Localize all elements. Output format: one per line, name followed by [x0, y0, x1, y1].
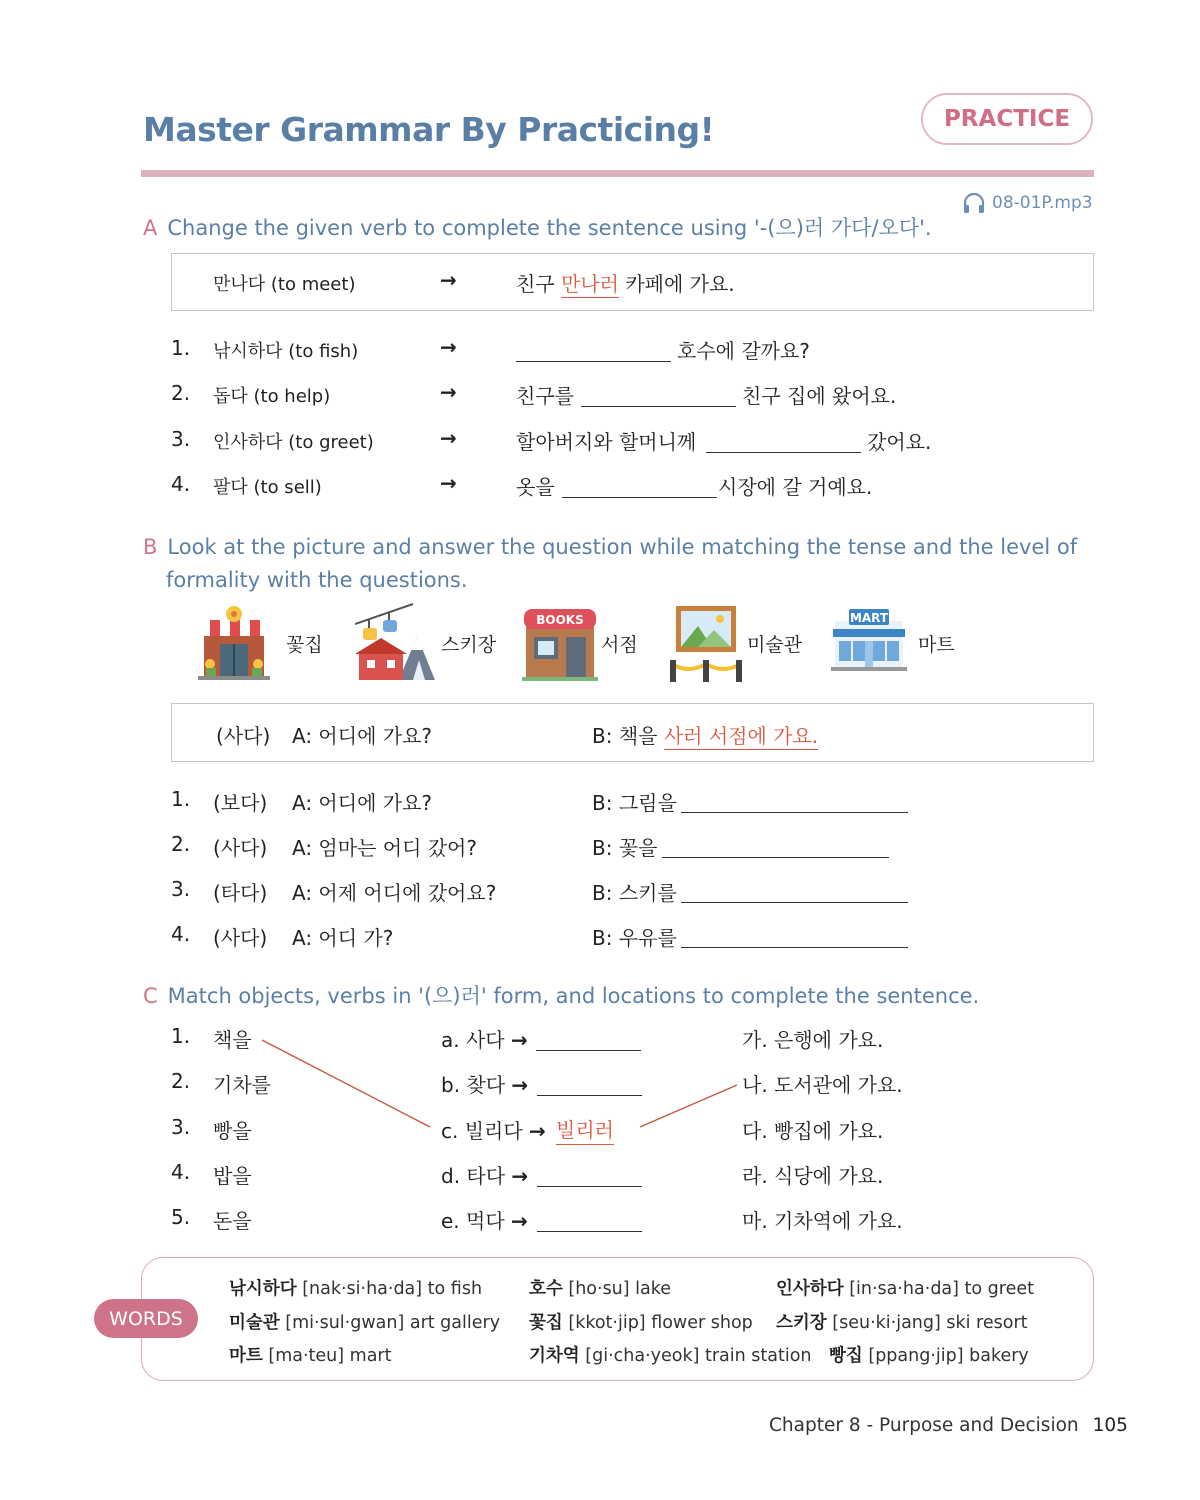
example-verb: (사다) — [216, 724, 271, 748]
section-letter: C — [143, 984, 158, 1008]
item-verb: 인사하다 (to greet) — [213, 432, 374, 453]
arrow-icon: → — [511, 1209, 528, 1233]
place-label: 미술관 — [747, 634, 803, 656]
object-number: 3. — [171, 1115, 191, 1139]
object-text: 기차를 — [213, 1073, 271, 1097]
answer-blank[interactable] — [537, 1095, 642, 1096]
words-badge: WORDS — [94, 1299, 198, 1338]
item-verb: 팔다 (to sell) — [213, 477, 322, 498]
example-question: A: 어디에 가요? — [292, 724, 432, 748]
vocab-entry — [529, 1342, 812, 1367]
location-option: 나. 도서관에 가요. — [742, 1073, 903, 1097]
vocab-korean: 기차역 — [529, 1346, 580, 1366]
object-text: 밥을 — [213, 1164, 252, 1188]
vocab-korean: 꽃집 — [529, 1313, 563, 1333]
item-verb: (사다) — [213, 836, 268, 860]
mart-sign: MART — [849, 611, 889, 625]
item-sentence-after: 친구 집에 왔어요. — [742, 384, 897, 408]
section-letter: B — [143, 535, 158, 559]
vocab-korean: 미술관 — [229, 1313, 280, 1333]
item-answer-prefix: B: 스키를 — [592, 881, 677, 905]
arrow-icon: → — [529, 1119, 546, 1143]
item-sentence-before: 친구를 — [516, 384, 574, 408]
vocab-gloss: [mi·sul·gwan] art gallery — [279, 1313, 501, 1333]
place-label: 꽃집 — [286, 634, 323, 656]
verb-option — [441, 1024, 528, 1053]
vocab-korean: 스키장 — [776, 1313, 827, 1333]
example-answer-prefix: B: 책을 — [592, 724, 664, 748]
arrow-icon: → — [440, 268, 457, 292]
item-sentence-after: 호수에 갈까요? — [677, 339, 810, 363]
item-verb: 낚시하다 (to fish) — [213, 341, 359, 362]
place-label: 서점 — [601, 634, 638, 656]
vocab-gloss: [nak·si·ha·da] to fish — [296, 1279, 483, 1299]
vocab-korean: 낚시하다 — [229, 1279, 297, 1299]
section-c-instruction: Match objects, verbs in '(으)러' form, and locations to complete the sentence. — [167, 984, 980, 1008]
arrow-icon: → — [511, 1164, 529, 1188]
item-question: A: 엄마는 어디 갔어? — [292, 836, 477, 860]
vocab-korean: 빵집 — [829, 1346, 863, 1366]
place-label: 스키장 — [441, 634, 497, 656]
location-option: 가. 은행에 가요. — [742, 1028, 884, 1052]
item-question: A: 어디 가? — [292, 926, 394, 950]
location-option: 마. 기차역에 가요. — [742, 1209, 903, 1233]
verb-label: a. 사다 — [441, 1028, 505, 1052]
example-answer: 만나러 — [561, 272, 619, 296]
item-question: A: 어디에 가요? — [292, 791, 432, 815]
item-number: 4. — [171, 922, 191, 946]
verb-label: e. 먹다 — [441, 1209, 505, 1233]
object-number: 4. — [171, 1160, 191, 1184]
vocab-gloss: [seu·ki·jang] ski resort — [826, 1313, 1028, 1333]
item-number: 2. — [171, 381, 191, 405]
vocab-korean: 마트 — [229, 1346, 263, 1366]
object-number: 5. — [171, 1205, 191, 1229]
vocab-entry — [229, 1342, 391, 1367]
verb-label: d. 타다 — [441, 1164, 506, 1188]
page-number: 105 — [1092, 1415, 1128, 1436]
vocab-entry — [229, 1309, 500, 1334]
item-verb: (타다) — [213, 881, 268, 905]
vocab-gloss: [ppang·jip] bakery — [862, 1346, 1029, 1366]
page-title: Master Grammar By Practicing! — [143, 110, 715, 149]
object-text: 빵을 — [213, 1119, 252, 1143]
verb-label: c. 빌리다 — [441, 1119, 523, 1143]
vocab-entry — [776, 1309, 1028, 1334]
example-after: 카페에 가요. — [618, 272, 735, 296]
item-verb: (사다) — [213, 926, 268, 950]
vocab-korean: 인사하다 — [776, 1279, 844, 1299]
page-footer — [769, 1415, 1128, 1436]
vocab-entry — [229, 1275, 482, 1300]
location-option: 라. 식당에 가요. — [742, 1164, 884, 1188]
bookstore-sign: BOOKS — [536, 613, 584, 627]
vocab-entry — [776, 1275, 1034, 1300]
arrow-icon: → — [440, 335, 457, 359]
item-number: 2. — [171, 832, 191, 856]
arrow-icon: → — [440, 471, 457, 495]
item-number: 3. — [171, 877, 191, 901]
answer-blank[interactable] — [537, 1231, 642, 1232]
audio-filename: 08-01P.mp3 — [992, 193, 1093, 213]
item-answer-prefix: B: 그림을 — [592, 791, 677, 815]
item-sentence-after: 갔어요. — [867, 430, 932, 454]
verb-label: b. 찾다 — [441, 1073, 506, 1097]
example-verb: 만나다 (to meet) — [213, 274, 356, 295]
arrow-icon: → — [511, 1073, 529, 1097]
vocab-gloss: [ma·teu] mart — [262, 1346, 392, 1366]
section-letter: A — [143, 216, 158, 240]
item-sentence-after: 시장에 갈 거예요. — [718, 475, 873, 499]
object-number: 1. — [171, 1024, 191, 1048]
place-label: 마트 — [918, 634, 955, 656]
item-question: A: 어제 어디에 갔어요? — [292, 881, 497, 905]
vocab-entry — [529, 1275, 671, 1300]
vocab-entry — [829, 1342, 1029, 1367]
vocab-gloss: [kkot·jip] flower shop — [562, 1313, 753, 1333]
verb-answer: 빌리러 — [556, 1114, 614, 1145]
item-number: 1. — [171, 787, 191, 811]
vocab-gloss: [in·sa·ha·da] to greet — [843, 1279, 1034, 1299]
object-text: 책을 — [213, 1028, 252, 1052]
chapter-title: Chapter 8 - Purpose and Decision — [769, 1415, 1079, 1436]
verb-option — [441, 1069, 528, 1098]
object-text: 돈을 — [213, 1209, 252, 1233]
arrow-icon: → — [510, 1028, 528, 1052]
section-a-instruction: Change the given verb to complete the sentence using '-(으)러 가다/오다'. — [167, 216, 932, 240]
item-answer-prefix: B: 우유를 — [592, 926, 677, 950]
example-answer: 사러 서점에 가요. — [663, 724, 819, 748]
section-b-instruction-line1: Look at the picture and answer the question while matching the tense and the level of — [167, 535, 1078, 559]
vocab-entry — [529, 1309, 753, 1334]
vocab-korean: 호수 — [529, 1279, 563, 1299]
answer-blank[interactable] — [536, 1050, 641, 1051]
example-before: 친구 — [516, 272, 561, 296]
item-number: 4. — [171, 472, 191, 496]
section-b-instruction-line2: formality with the questions. — [166, 568, 468, 592]
item-sentence-before: 옷을 — [516, 475, 555, 499]
item-verb: 돕다 (to help) — [213, 386, 331, 407]
item-number: 1. — [171, 336, 191, 360]
item-sentence-before: 할아버지와 할머니께 — [516, 430, 697, 454]
practice-badge: PRACTICE — [921, 93, 1093, 145]
item-number: 3. — [171, 427, 191, 451]
verb-option — [441, 1115, 546, 1144]
arrow-icon: → — [440, 426, 457, 450]
arrow-icon: → — [440, 380, 457, 404]
item-answer-prefix: B: 꽃을 — [592, 836, 658, 860]
answer-blank[interactable] — [537, 1186, 642, 1187]
verb-option — [441, 1205, 528, 1234]
item-verb: (보다) — [213, 791, 268, 815]
verb-option — [441, 1160, 528, 1189]
vocab-gloss: [ho·su] lake — [562, 1279, 672, 1299]
object-number: 2. — [171, 1069, 191, 1093]
vocab-gloss: [gi·cha·yeok] train station — [579, 1346, 812, 1366]
location-option: 다. 빵집에 가요. — [742, 1119, 884, 1143]
